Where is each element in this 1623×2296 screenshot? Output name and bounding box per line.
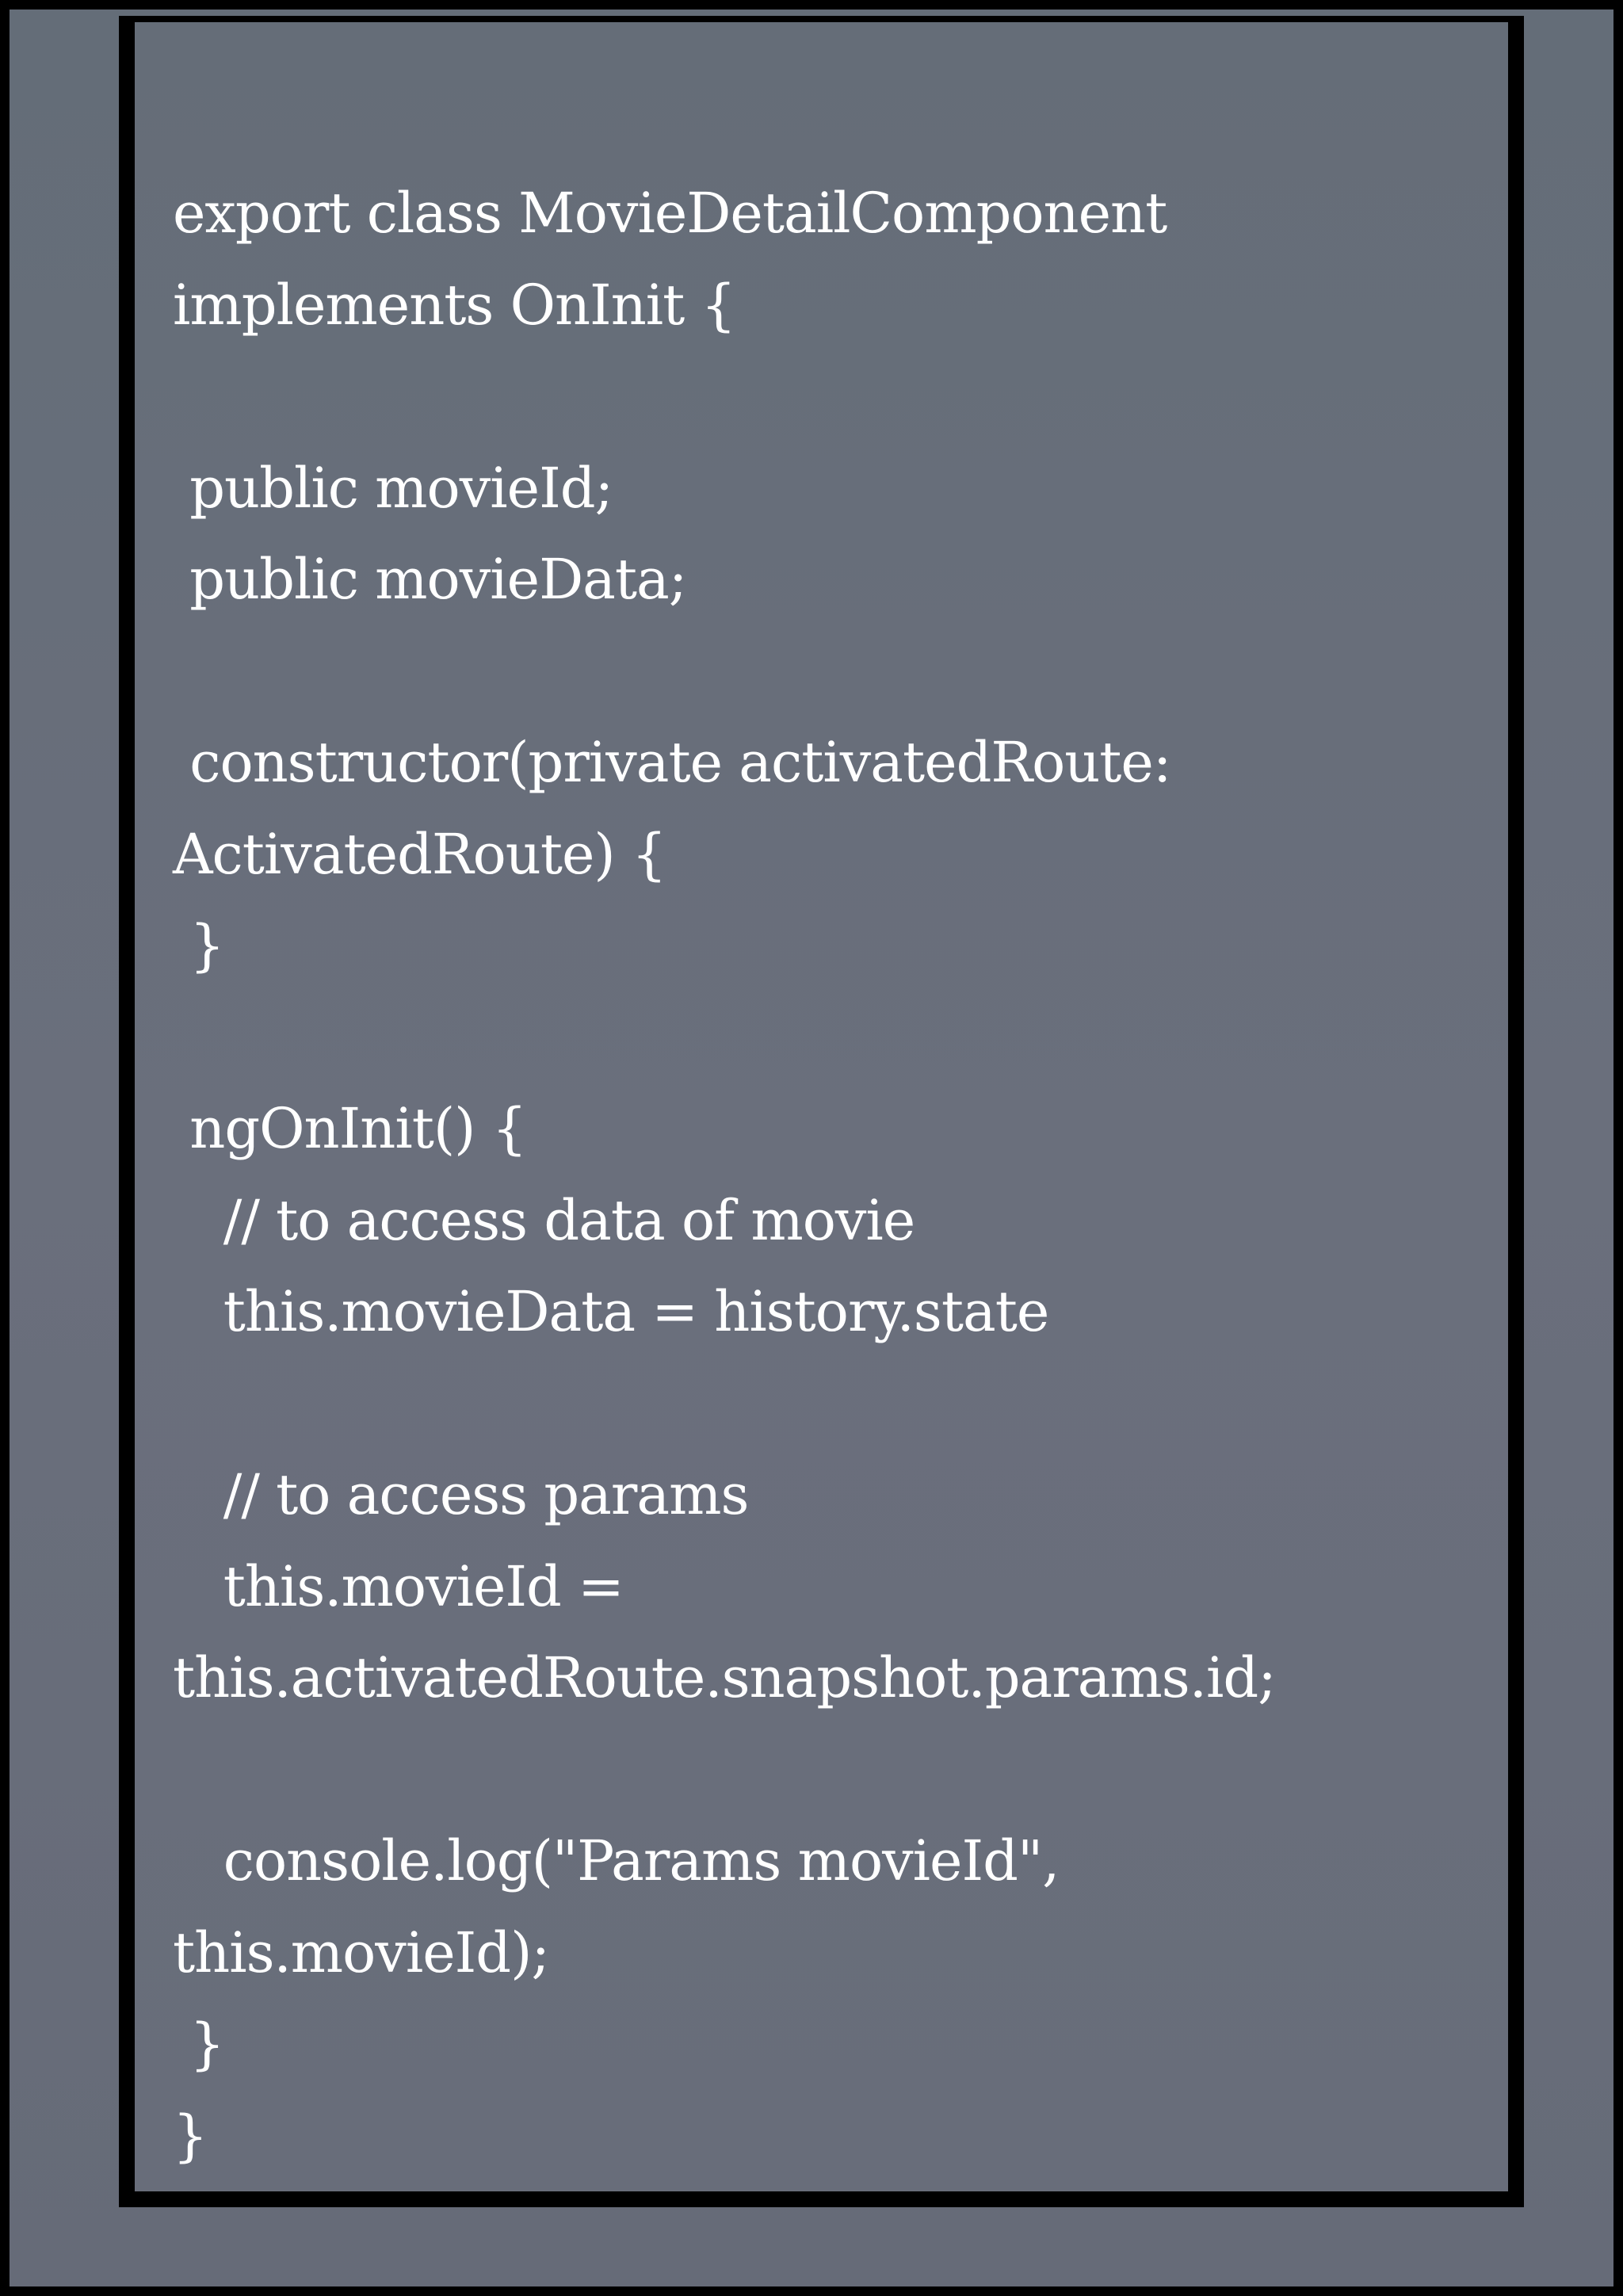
code-line: this.activatedRoute.snapshot.params.id; [173, 1645, 1276, 1710]
code-line: } [173, 2011, 224, 2076]
code-line [173, 626, 1504, 718]
code-line: constructor(private activatedRoute: [173, 730, 1171, 795]
code-line: public movieData; [173, 547, 687, 612]
code-line [173, 1725, 1504, 1817]
code-block [173, 168, 1504, 2182]
code-frame [119, 16, 1524, 2207]
code-line: ActivatedRoute) { [173, 821, 666, 887]
code-line: this.movieId); [173, 1920, 550, 1985]
code-line: export class MovieDetailComponent [173, 181, 1167, 246]
code-line: // to access data of movie [173, 1187, 915, 1253]
page-background [10, 10, 1613, 2286]
code-line [173, 1358, 1504, 1450]
code-line: console.log("Params movieId", [173, 1828, 1060, 1893]
code-line: ngOnInit() { [173, 1096, 527, 1161]
code-line: // to access params [173, 1462, 749, 1527]
code-line [173, 351, 1504, 443]
code-line: } [173, 2103, 208, 2168]
code-line: this.movieId = [173, 1553, 624, 1619]
code-line: implements OnInit { [173, 272, 736, 338]
code-line: public movieId; [173, 455, 613, 521]
code-line [173, 992, 1504, 1084]
code-line: this.movieData = history.state [173, 1279, 1049, 1344]
code-line: } [173, 913, 224, 978]
